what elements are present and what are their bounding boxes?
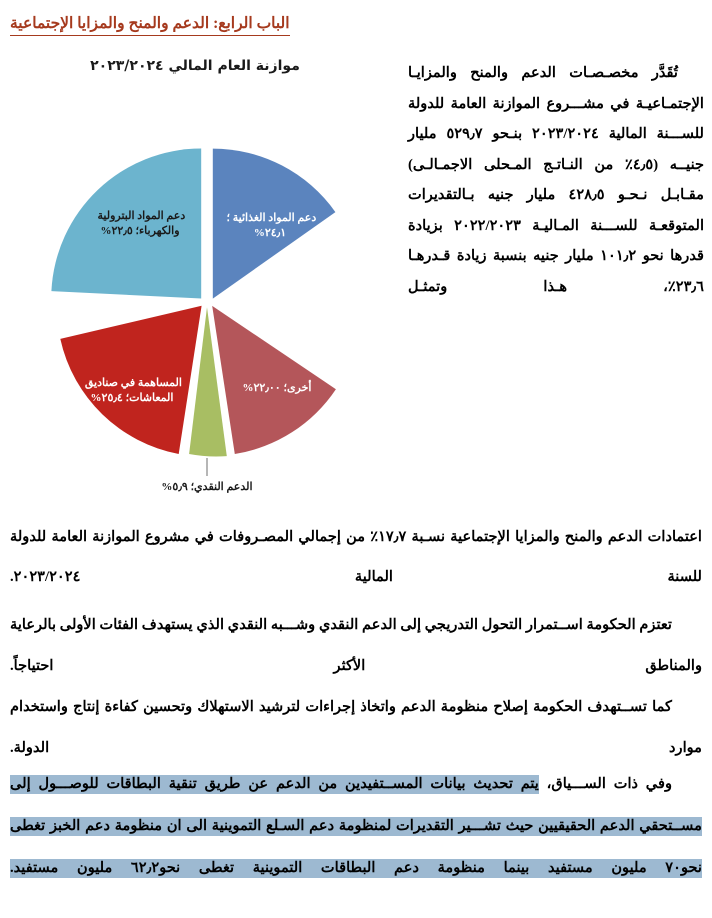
paragraph-two: تعتزم الحكومة اســتمرار التحول التدريجي إلى الدعم النقدي وشـــبه النقدي الذي يستهدف الفئات الأولى بالرعاية والمناطق الأكثر احتياجاً.: [10, 617, 702, 674]
pie-slice-other-label: أخرى؛ ٢٢٫٠٠%: [242, 382, 312, 394]
pie-chart: [0, 48, 410, 518]
paragraph-four-block: [10, 763, 702, 889]
paragraph-four-highlight-b: ٧٠ مليون مستفيد بينما منظومة دعم البطاقات التموينية تغطى نحو: [159, 860, 681, 876]
side-text-column: [408, 58, 704, 302]
pie-slice-cash-support-label: الدعم النقدي؛ ٥٫٩%: [161, 481, 253, 493]
pie-slice-pension-funds: [60, 306, 201, 454]
paragraph-continued: اعتمادات الدعم والمنح والمزايا الإجتماعية نسـبة ١٧٫٧٪ من إجمالي المصـروفات في مشروع الموازنة العامة للدولة للسنة المالية ٢٠٢٣/٢٠٢٤.: [10, 529, 702, 585]
paragraph-two-block: [10, 605, 702, 687]
pie-slice-food-subsidy: [213, 149, 336, 299]
paragraph-four-highlight-c: ٦٢٫٢ مليون مستفيد.: [10, 860, 160, 876]
side-paragraph: تُقَدَّر مخصـصـات الدعم والمنح والمزايـا الإجتمـاعيـة في مشـــروع الموازنة العامة للدولة للســـنة المالية ٢٠٢٣/٢٠٢٤ بنـحو ٥٢٩٫٧ مليار جنيــه (٤٫٥٪ من النـاتـج المـحلى الاجمـالـى) مقـابـل نـحـو ٤٢٨٫٥ مليار جنيه بـالتقديرات المتوقعـة للســـنة المـاليـة ٢٠٢٢/٢٠٢٣ بزيادة قدرها نحو ١٠١٫٢ مليار جنيه بنسبة زيادة قـدرهـا ٢٣٫٦٪، هـذا وتمثـل: [408, 65, 705, 295]
page-title-text: الباب الرابع: الدعم والمنح والمزايا الإجتماعية: [10, 14, 290, 36]
pie-slice-other: [212, 306, 336, 454]
paragraph-three-block: [10, 687, 702, 769]
chart-title: موازنة العام المالي ٢٠٢٣/٢٠٢٤: [90, 58, 300, 74]
paragraph-continued-block: [10, 517, 702, 597]
paragraph-four-highlight-a: يتم تحديث بيانات المســتفيدين من الدعم عن طريق تنقية البطاقات للوصـــول إلى مســتحقي الدعم الحقيقيين حيث تشـــير التقديرات لمنظومة دعم السـلع التموينية الى ان منظومة دعم الخبز تغطى نحو: [10, 776, 702, 876]
pie-slice-food-subsidy-label: دعم المواد الغذائية ؛ ٢٤٫١%: [226, 212, 317, 239]
chart-canvas: [12, 86, 402, 516]
paragraph-three: كما تســتهدف الحكومة إصلاح منظومة الدعم واتخاذ إجراءات لترشيد الاستهلاك وتحسين كفاءة إنتاج واستخدام موارد الدولة.: [10, 699, 702, 756]
pie-slice-petroleum-electricity-label: دعم المواد البترولية والكهرباء؛ ٢٢٫٥%: [97, 210, 186, 237]
top-zone: [0, 48, 712, 518]
paragraph-four: [10, 763, 702, 889]
pie-slice-pension-funds-label: المساهمة في صناديق المعاشات؛ ٢٥٫٤%: [84, 377, 182, 404]
pie-chart-svg: [12, 86, 402, 516]
paragraph-four-lead: وفي ذات الســـياق،: [538, 776, 672, 792]
page-title: [0, 14, 700, 36]
pie-slice-petroleum-electricity: [51, 149, 201, 299]
